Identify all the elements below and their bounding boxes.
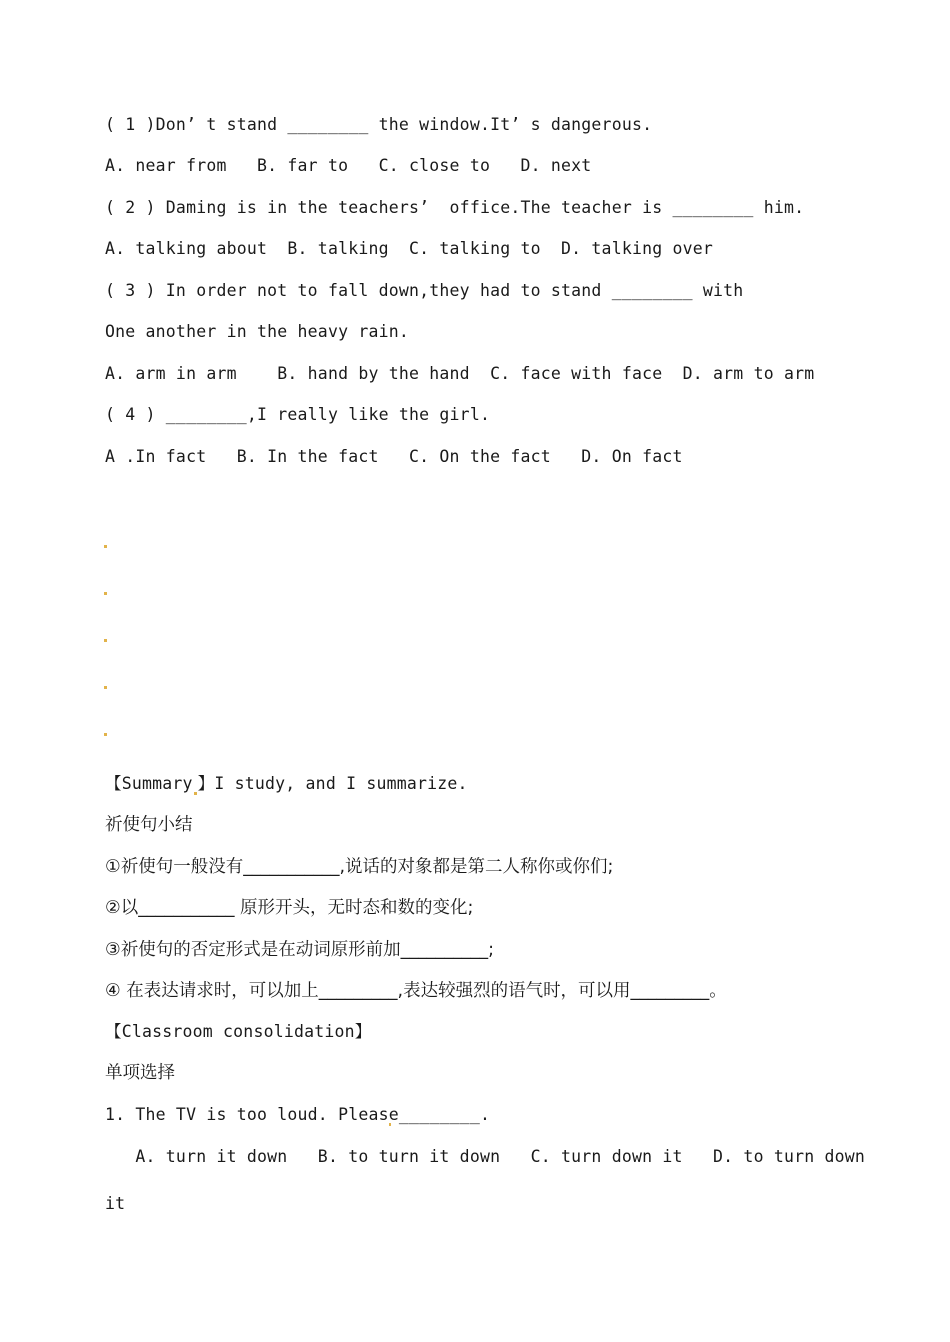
question-3-options: A. arm in arm B. hand by the hand C. face with face D. arm to arm <box>105 364 815 383</box>
question-2: ( 2 ) Daming is in the teachers’ office.The teacher is ________ him. <box>105 198 805 217</box>
consolidation-question-1-end: e________. <box>388 1105 491 1124</box>
summary-title: 祈使句小结 <box>105 815 193 835</box>
question-2-options: A. talking about B. talking C. talking to D. talking over <box>105 239 714 258</box>
marker-dot <box>194 792 197 795</box>
consolidation-question-1-options-continued: it <box>105 1194 126 1213</box>
summary-heading-start: 【Summary <box>105 774 193 793</box>
marker-dot <box>104 545 107 548</box>
summary-item-4: ④ 在表达请求时，可以加上_________,表达较强烈的语气时，可以用_________。 <box>105 981 727 1001</box>
marker-dot <box>104 733 107 736</box>
question-4-options: A .In fact B. In the fact C. On the fact D. On fact <box>105 447 683 466</box>
summary-item-3: ③祈使句的否定形式是在动词原形前加__________; <box>105 940 495 960</box>
summary-heading <box>105 773 468 795</box>
consolidation-subtitle: 单项选择 <box>105 1063 175 1083</box>
summary-item-2: ②以___________ 原形开头，无时态和数的变化; <box>105 898 474 918</box>
summary-item-1: ①祈使句一般没有___________,说话的对象都是第二人称你或你们; <box>105 857 614 877</box>
question-3: ( 3 ) In order not to fall down,they had to stand ________ with <box>105 281 744 300</box>
question-4: ( 4 ) ________,I really like the girl. <box>105 405 491 424</box>
consolidation-question-1-start: 1. The TV is too loud. Pleas <box>105 1105 389 1124</box>
question-1: ( 1 )Don’ t stand ________ the window.It’ s dangerous. <box>105 115 653 134</box>
question-1-options: A. near from B. far to C. close to D. next <box>105 156 592 175</box>
marker-dot <box>104 639 107 642</box>
question-3-continued: One another in the heavy rain. <box>105 322 410 341</box>
marker-dot <box>104 592 107 595</box>
summary-heading-end: 】I study, and I summarize. <box>197 774 468 793</box>
marker-dot <box>104 686 107 689</box>
consolidation-question-1-options: A. turn it down B. to turn it down C. turn down it D. to turn down <box>105 1147 866 1166</box>
consolidation-heading: 【Classroom consolidation】 <box>105 1022 372 1041</box>
consolidation-question-1 <box>105 1104 490 1126</box>
